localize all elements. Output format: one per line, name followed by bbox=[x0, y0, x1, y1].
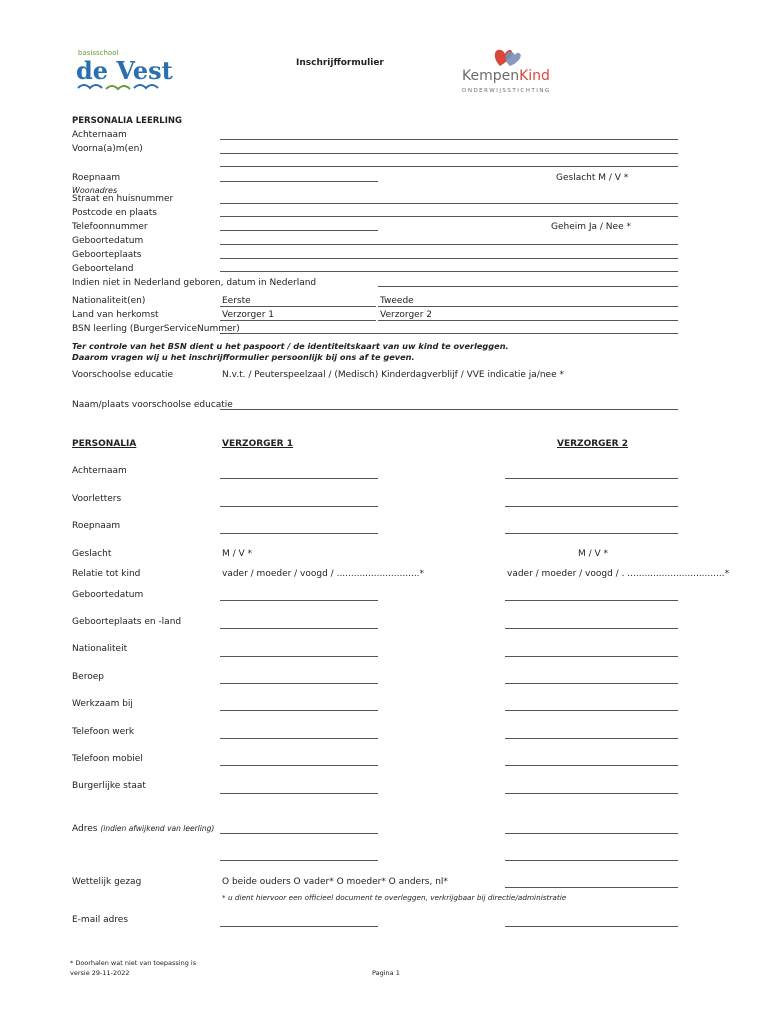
birds-icon bbox=[76, 80, 168, 94]
hearts-icon bbox=[492, 46, 522, 68]
parents-col2: VERZORGER 2 bbox=[557, 439, 629, 449]
p2-achternaam[interactable] bbox=[505, 478, 678, 479]
field-roepnaam[interactable] bbox=[220, 181, 378, 182]
field-indien[interactable] bbox=[378, 286, 678, 287]
p2-adres[interactable] bbox=[505, 833, 678, 834]
label-geboorteplaats: Geboorteplaats bbox=[72, 250, 142, 260]
gezag-anders-field[interactable] bbox=[505, 887, 678, 888]
field-herkomst-2[interactable] bbox=[378, 320, 678, 321]
logo-right-name-b: Kind bbox=[519, 68, 550, 84]
label-herkomst: Land van herkomst bbox=[72, 310, 159, 320]
p-label-relatie: Relatie tot kind bbox=[72, 569, 141, 579]
p1-werkzaam[interactable] bbox=[220, 710, 378, 711]
field-telefoon[interactable] bbox=[220, 230, 378, 231]
p1-geboorteplaats[interactable] bbox=[220, 628, 378, 629]
p1-roepnaam[interactable] bbox=[220, 533, 378, 534]
p-label-gezag: Wettelijk gezag bbox=[72, 877, 142, 887]
p1-voorletters[interactable] bbox=[220, 506, 378, 507]
field-straat[interactable] bbox=[220, 203, 678, 204]
field-geboorteland[interactable] bbox=[220, 271, 678, 272]
p-label-beroep: Beroep bbox=[72, 672, 104, 682]
label-bsn: BSN leerling (BurgerServiceNummer) bbox=[72, 324, 240, 334]
footer-note: * Doorhalen wat niet van toepassing is bbox=[70, 959, 197, 967]
p2-burgerlijke[interactable] bbox=[505, 793, 678, 794]
gezag-note: * u dient hiervoor een officieel document te overleggen, verkrijgbaar bij directie/administratie bbox=[222, 893, 567, 902]
field-postcode[interactable] bbox=[220, 216, 678, 217]
p1-email[interactable] bbox=[220, 926, 378, 927]
p1-beroep[interactable] bbox=[220, 683, 378, 684]
p2-email[interactable] bbox=[505, 926, 678, 927]
logo-left-name: de Vest bbox=[76, 56, 173, 85]
devest-logo bbox=[72, 46, 172, 94]
logo-right-name bbox=[462, 68, 550, 84]
field-bsn[interactable] bbox=[220, 333, 678, 334]
label-geboortedatum: Geboortedatum bbox=[72, 236, 144, 246]
logo-right-sub: ONDERWIJSSTICHTING bbox=[462, 88, 551, 94]
p1-burgerlijke[interactable] bbox=[220, 793, 378, 794]
label-postcode: Postcode en plaats bbox=[72, 208, 157, 218]
p2-tel-werk[interactable] bbox=[505, 738, 678, 739]
p1-achternaam[interactable] bbox=[220, 478, 378, 479]
footer-version: versie 29-11-2022 bbox=[70, 969, 130, 977]
field-voornamen[interactable] bbox=[220, 153, 678, 154]
p2-beroep[interactable] bbox=[505, 683, 678, 684]
p1-adres[interactable] bbox=[220, 833, 378, 834]
p2-voorletters[interactable] bbox=[505, 506, 678, 507]
p2-geboorteplaats[interactable] bbox=[505, 628, 678, 629]
logo-right-name-a: Kempen bbox=[462, 68, 520, 84]
student-geheim[interactable]: Geheim Ja / Nee * bbox=[551, 222, 631, 232]
voorschools-opties[interactable]: N.v.t. / Peuterspeelzaal / (Medisch) Kinderdagverblijf / VVE indicatie ja/nee * bbox=[222, 370, 564, 380]
controle-note-1: Ter controle van het BSN dient u het paspoort / de identiteitskaart van uw kind te overleggen. bbox=[72, 341, 509, 351]
parents-section-title: PERSONALIA bbox=[72, 439, 137, 449]
p1-geslacht[interactable]: M / V * bbox=[222, 549, 253, 559]
p2-geslacht[interactable]: M / V * bbox=[578, 549, 609, 559]
p1-tel-mobiel[interactable] bbox=[220, 765, 378, 766]
field-eerste[interactable] bbox=[220, 306, 376, 307]
field-naam-voorschools[interactable] bbox=[220, 409, 678, 410]
student-section-title: PERSONALIA LEERLING bbox=[72, 116, 182, 126]
student-geslacht[interactable]: Geslacht M / V * bbox=[556, 173, 629, 183]
p2-roepnaam[interactable] bbox=[505, 533, 678, 534]
p-label-adres bbox=[72, 823, 214, 835]
label-nationaliteit: Nationaliteit(en) bbox=[72, 296, 146, 306]
label-tweede: Tweede bbox=[380, 296, 414, 306]
label-eerste: Eerste bbox=[222, 296, 251, 306]
label-voorschools: Voorschoolse educatie bbox=[72, 370, 174, 380]
p-label-achternaam: Achternaam bbox=[72, 466, 127, 476]
field-achternaam[interactable] bbox=[220, 139, 678, 140]
label-indien: Indien niet in Nederland geboren, datum in Nederland bbox=[72, 278, 317, 288]
label-telefoon: Telefoonnummer bbox=[72, 222, 148, 232]
label-straat: Straat en huisnummer bbox=[72, 194, 174, 204]
p2-relatie[interactable]: vader / moeder / voogd / . ..................................* bbox=[507, 569, 730, 579]
field-geboorteplaats[interactable] bbox=[220, 258, 678, 259]
label-achternaam: Achternaam bbox=[72, 130, 127, 140]
p1-tel-werk[interactable] bbox=[220, 738, 378, 739]
p-label-geboorteplaats: Geboorteplaats en -land bbox=[72, 617, 182, 627]
p-label-geboortedatum: Geboortedatum bbox=[72, 590, 144, 600]
p1-adres-2[interactable] bbox=[220, 860, 378, 861]
p-label-roepnaam: Roepnaam bbox=[72, 521, 121, 531]
p-label-burgerlijke: Burgerlijke staat bbox=[72, 781, 146, 791]
parents-col1: VERZORGER 1 bbox=[222, 439, 294, 449]
p-label-werkzaam: Werkzaam bij bbox=[72, 699, 133, 709]
p1-nationaliteit[interactable] bbox=[220, 656, 378, 657]
p2-nationaliteit[interactable] bbox=[505, 656, 678, 657]
label-geboorteland: Geboorteland bbox=[72, 264, 134, 274]
p-label-email: E-mail adres bbox=[72, 915, 129, 925]
p-label-voorletters: Voorletters bbox=[72, 494, 122, 504]
footer-page: Pagina 1 bbox=[372, 969, 400, 977]
label-voornamen: Voorna(a)m(en) bbox=[72, 144, 143, 154]
p2-geboortedatum[interactable] bbox=[505, 600, 678, 601]
label-verzorger2: Verzorger 2 bbox=[380, 310, 433, 320]
p2-tel-mobiel[interactable] bbox=[505, 765, 678, 766]
gezag-opties[interactable]: O beide ouders O vader* O moeder* O anders, nl* bbox=[222, 877, 448, 887]
label-woonadres: Woonadres bbox=[72, 186, 118, 195]
p1-geboortedatum[interactable] bbox=[220, 600, 378, 601]
p-label-geslacht: Geslacht bbox=[72, 549, 112, 559]
field-geboortedatum[interactable] bbox=[220, 244, 678, 245]
controle-note-2: Daarom vragen wij u het inschrijfformulier persoonlijk bij ons af te geven. bbox=[72, 352, 415, 362]
field-tweede[interactable] bbox=[378, 306, 678, 307]
p1-relatie[interactable]: vader / moeder / voogd / .............................* bbox=[222, 569, 425, 579]
p2-adres-2[interactable] bbox=[505, 860, 678, 861]
field-voornamen-2[interactable] bbox=[220, 166, 678, 167]
kempenkind-logo bbox=[458, 44, 558, 94]
field-herkomst-1[interactable] bbox=[220, 320, 376, 321]
form-title: Inschrijfformulier bbox=[296, 58, 384, 68]
logo-left-small: basisschool bbox=[78, 49, 119, 57]
p-label-adres-text: Adres bbox=[72, 824, 98, 834]
label-naam-voorschools: Naam/plaats voorschoolse educatie bbox=[72, 400, 233, 410]
p2-werkzaam[interactable] bbox=[505, 710, 678, 711]
p-label-tel-mobiel: Telefoon mobiel bbox=[72, 754, 143, 764]
p-label-nationaliteit: Nationaliteit bbox=[72, 644, 128, 654]
p-label-tel-werk: Telefoon werk bbox=[72, 727, 135, 737]
label-roepnaam: Roepnaam bbox=[72, 173, 121, 183]
label-verzorger1: Verzorger 1 bbox=[222, 310, 275, 320]
p-label-adres-note: (indien afwijkend van leerling) bbox=[100, 824, 215, 833]
